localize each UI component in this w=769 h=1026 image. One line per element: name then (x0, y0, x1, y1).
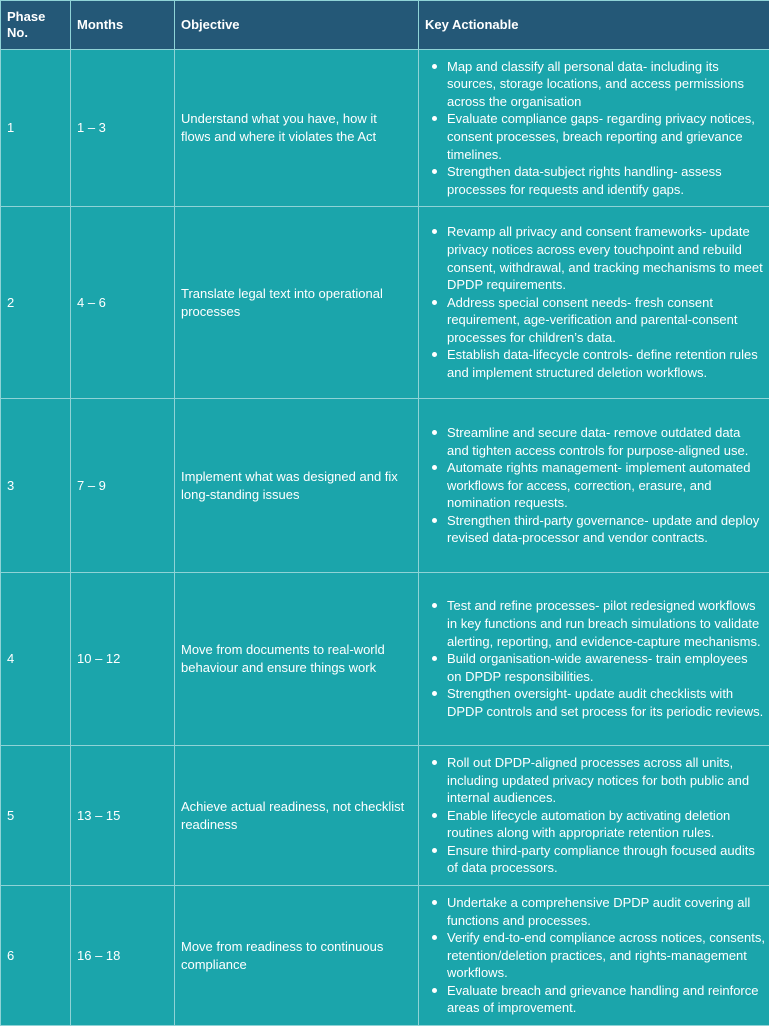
table-row (1, 573, 769, 746)
header-phase (1, 1, 71, 50)
table-row (1, 886, 769, 1026)
table-row (1, 399, 769, 573)
objective-text: Translate legal text into operational processes (175, 207, 419, 399)
list-item: Enable lifecycle automation by activating deletion routines along with appropriate retention rules. (447, 807, 765, 842)
objective-text: Achieve actual readiness, not checklist readiness (175, 746, 419, 886)
months-range: 7 – 9 (71, 399, 175, 573)
phase-number: 6 (1, 886, 71, 1026)
list-item: Strengthen oversight- update audit checklists with DPDP controls and set process for its periodic reviews. (447, 685, 765, 720)
months-range: 13 – 15 (71, 746, 175, 886)
key-actionable-list (419, 886, 769, 1026)
list-item: Streamline and secure data- remove outdated data and tighten access controls for purpose-aligned use. (447, 424, 765, 459)
list-item: Ensure third-party compliance through focused audits of data processors. (447, 842, 765, 877)
phase-number: 4 (1, 573, 71, 746)
phase-number: 3 (1, 399, 71, 573)
list-item: Evaluate compliance gaps- regarding privacy notices, consent processes, breach reporting and grievance timelines. (447, 110, 765, 163)
key-actionable-list (419, 207, 769, 399)
key-actionable-list (419, 746, 769, 886)
key-actionable-list (419, 399, 769, 573)
header-months: Months (71, 1, 175, 50)
list-item: Map and classify all personal data- including its sources, storage locations, and access permissions across the organisation (447, 58, 765, 111)
months-range: 4 – 6 (71, 207, 175, 399)
header-objective: Objective (175, 1, 419, 50)
list-item: Roll out DPDP-aligned processes across all units, including updated privacy notices for both public and internal audiences. (447, 754, 765, 807)
table-row (1, 746, 769, 886)
table-row (1, 207, 769, 399)
list-item: Strengthen data-subject rights handling- assess processes for requests and identify gaps. (447, 163, 765, 198)
list-item: Build organisation-wide awareness- train employees on DPDP responsibilities. (447, 650, 765, 685)
list-item: Verify end-to-end compliance across notices, consents, retention/deletion practices, and rights-management workflows. (447, 929, 765, 982)
list-item: Automate rights management- implement automated workflows for access, correction, erasure, and nomination requests. (447, 459, 765, 512)
key-actionable-list (419, 50, 769, 207)
list-item: Evaluate breach and grievance handling and reinforce areas of improvement. (447, 982, 765, 1017)
header-key-actionable: Key Actionable (419, 1, 769, 50)
objective-text: Understand what you have, how it flows and where it violates the Act (175, 50, 419, 207)
months-range: 10 – 12 (71, 573, 175, 746)
list-item: Establish data-lifecycle controls- define retention rules and implement structured deletion workflows. (447, 346, 765, 381)
list-item: Address special consent needs- fresh consent requirement, age-verification and parental-consent processes for children’s data. (447, 294, 765, 347)
list-item: Strengthen third-party governance- update and deploy revised data-processor and vendor contracts. (447, 512, 765, 547)
phase-number: 2 (1, 207, 71, 399)
list-item: Test and refine processes- pilot redesigned workflows in key functions and run breach simulations to validate alerting, reporting, and evidence-capture mechanisms. (447, 597, 765, 650)
months-range: 1 – 3 (71, 50, 175, 207)
objective-text: Move from documents to real-world behaviour and ensure things work (175, 573, 419, 746)
phase-number: 5 (1, 746, 71, 886)
header-phase-line1: Phase (7, 9, 70, 25)
key-actionable-list (419, 573, 769, 746)
months-range: 16 – 18 (71, 886, 175, 1026)
list-item: Undertake a comprehensive DPDP audit covering all functions and processes. (447, 894, 765, 929)
header-phase-line2: No. (7, 25, 70, 41)
phase-number: 1 (1, 50, 71, 207)
table-header-row (1, 1, 769, 50)
objective-text: Move from readiness to continuous compliance (175, 886, 419, 1026)
list-item: Revamp all privacy and consent frameworks- update privacy notices across every touchpoint and rebuild consent, withdrawal, and tracking mechanisms to meet DPDP requirements. (447, 223, 765, 293)
table-row (1, 50, 769, 207)
objective-text: Implement what was designed and fix long-standing issues (175, 399, 419, 573)
